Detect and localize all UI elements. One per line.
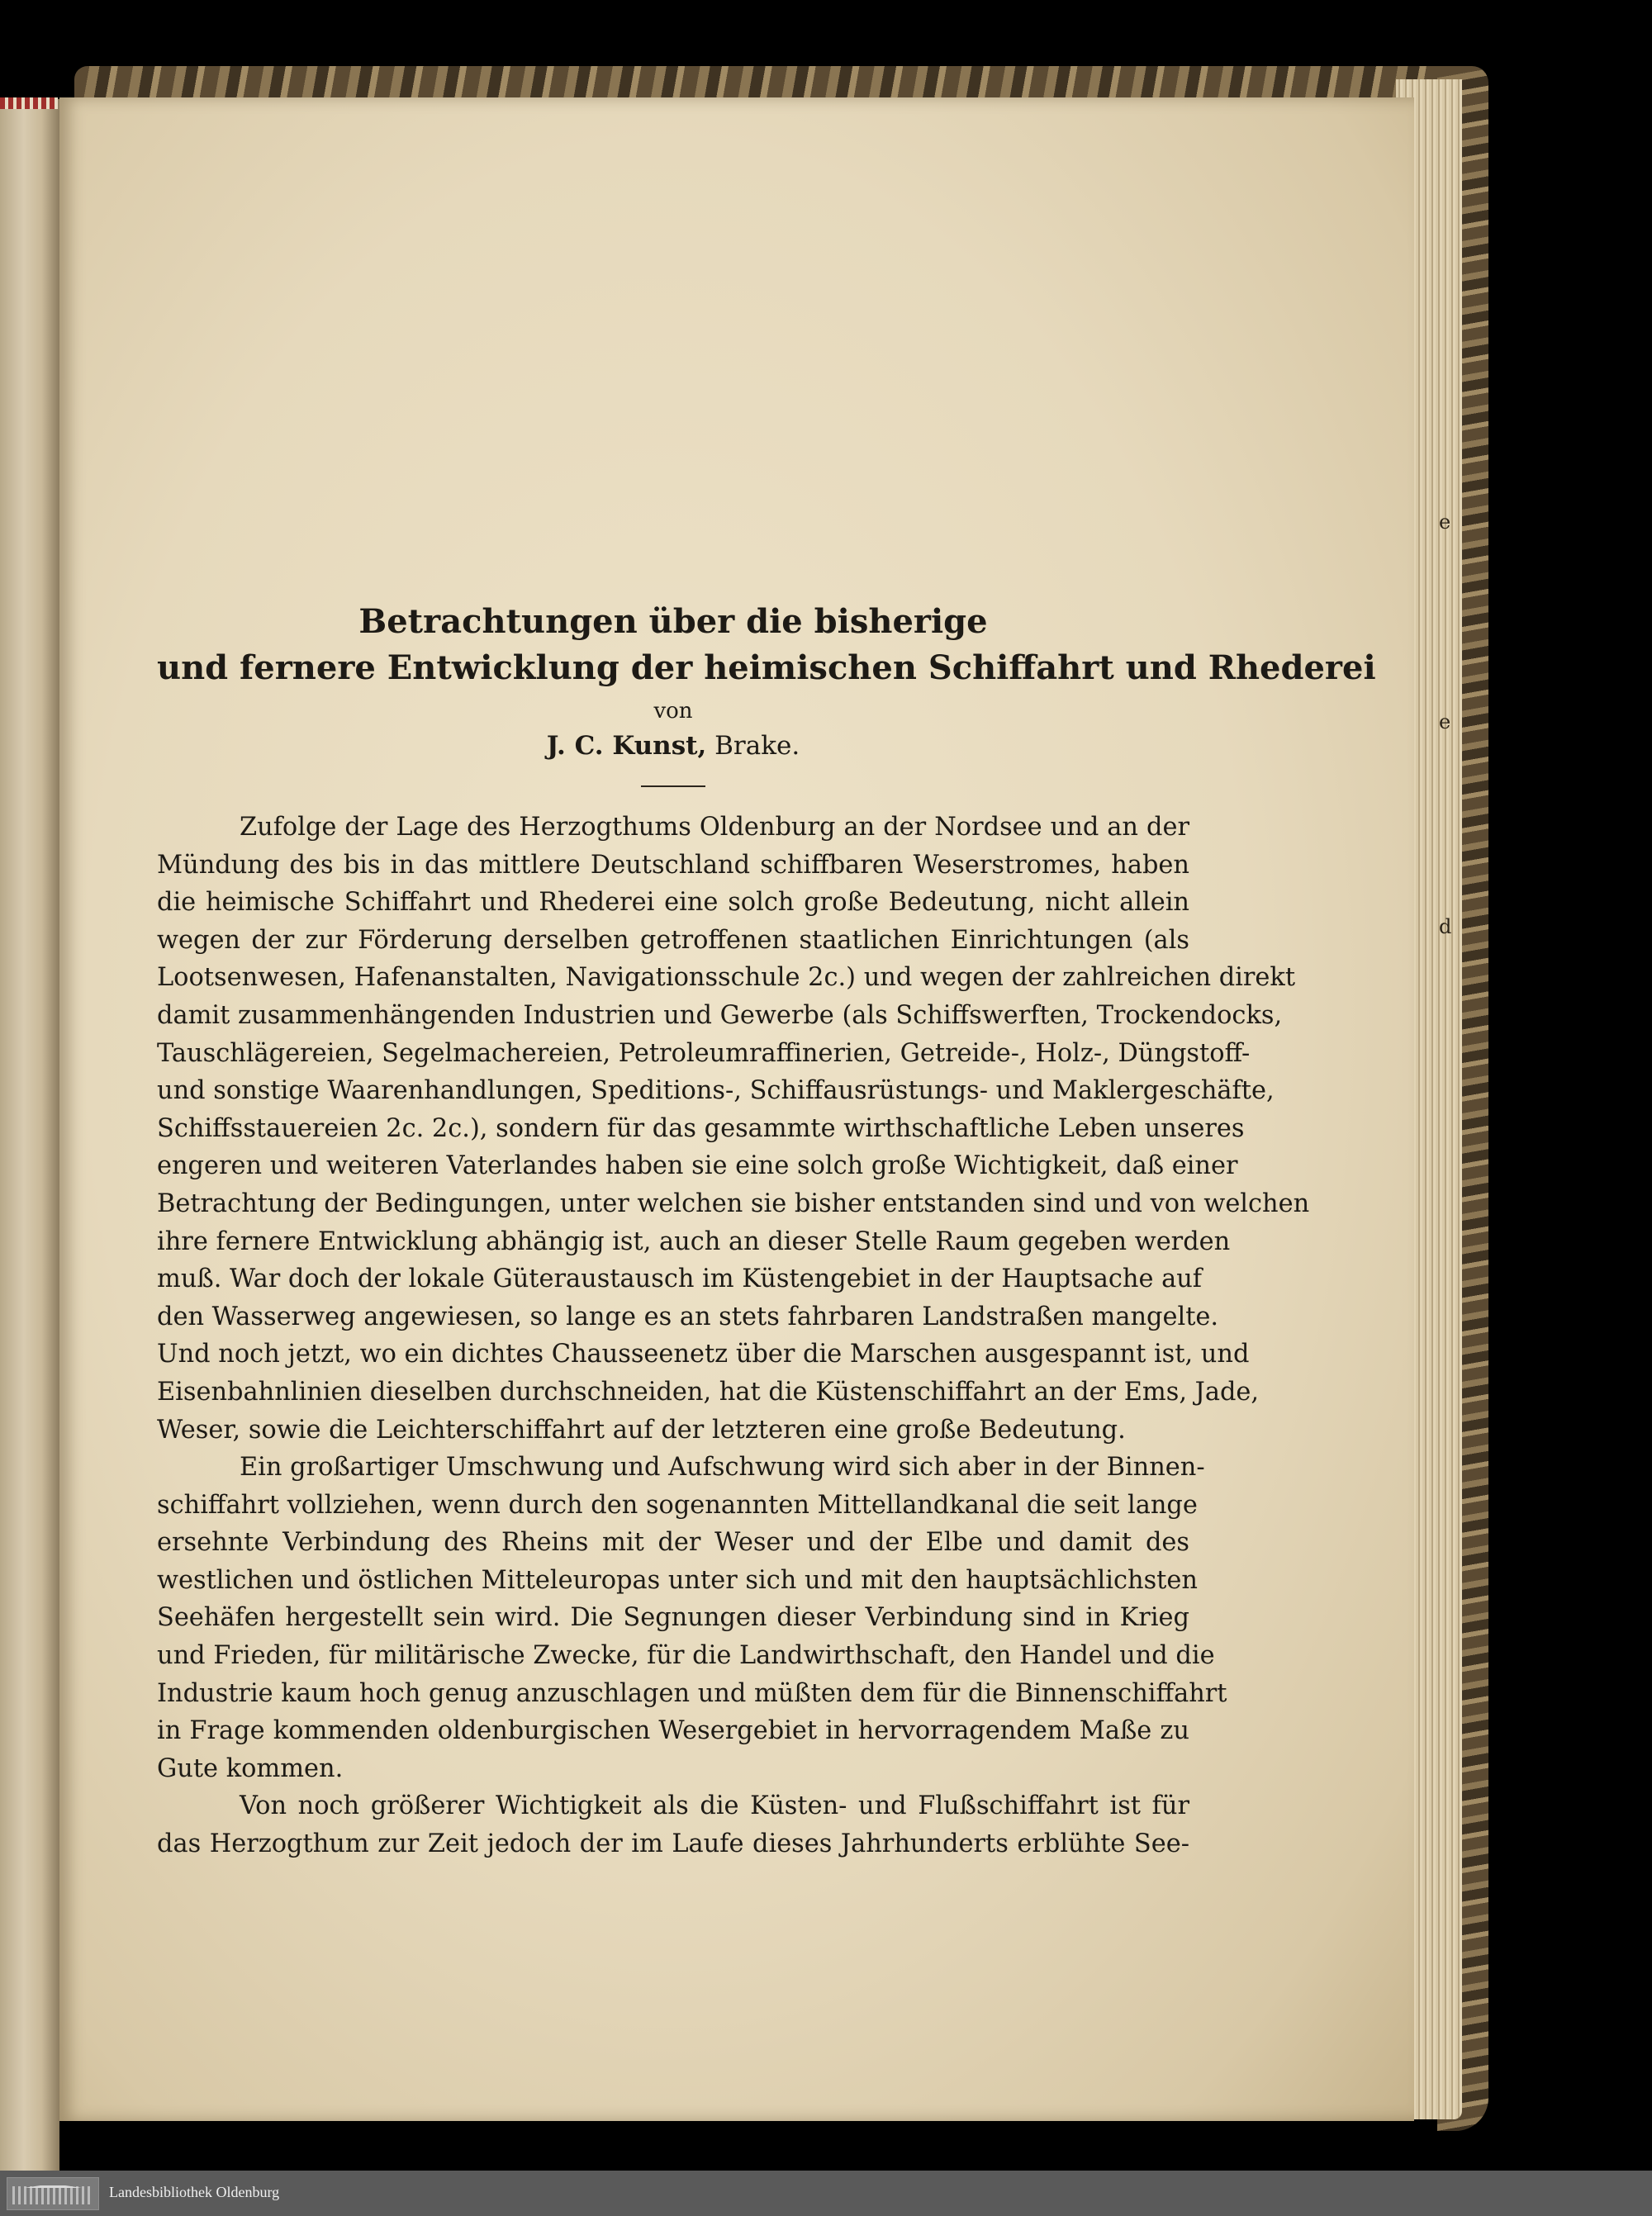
text-line: Weser, sowie die Leichterschiffahrt auf der letzteren eine große Bedeutung. [157, 1415, 1126, 1445]
byline-author [157, 728, 1189, 764]
text-line: ihre fernere Entwicklung abhängig ist, auch an dieser Stelle Raum gegeben werden [157, 1227, 1231, 1256]
text-line: Tauschlägereien, Segelmachereien, Petroleumraffinerien, Getreide-, Holz-, Düngstoff- [157, 1038, 1251, 1068]
text-line: und Frieden, für militärische Zwecke, für die Landwirthschaft, den Handel und die [157, 1641, 1215, 1671]
spine-headband [0, 97, 58, 109]
text-line: Lootsenwesen, Hafenanstalten, Navigationsschule 2c.) und wegen der zahlreichen direkt [157, 963, 1296, 993]
text-line: Gute kommen. [157, 1753, 344, 1783]
text-line: in Frage kommenden oldenburgischen Wesergebiet in hervorragendem Maße zu [157, 1716, 1189, 1746]
text-line: ersehnte Verbindung des Rheins mit der Weser und der Elbe und damit des [157, 1528, 1189, 1558]
margin-letter: e [1439, 510, 1451, 534]
text-line: damit zusammenhängenden Industrien und Gewerbe (als Schiffswerften, Trockendocks, [157, 1000, 1283, 1030]
text-line: Von noch größerer Wichtigkeit als die Küsten- und Flußschiffahrt ist für [240, 1791, 1189, 1821]
text-line: den Wasserweg angewiesen, so lange es an stets fahrbaren Landstraßen mangelte. [157, 1302, 1219, 1331]
article-title-line-2: und fernere Entwicklung der heimischen Schiffahrt und Rhederei [157, 648, 1376, 687]
margin-letter: d [1439, 915, 1452, 938]
left-facing-page [0, 99, 59, 2171]
page-content [157, 599, 1376, 1863]
byline-von: von [653, 699, 693, 724]
text-line: engeren und weiteren Vaterlandes haben sie eine solch große Wichtigkeit, daß einer [157, 1151, 1238, 1181]
text-line: das Herzogthum zur Zeit jedoch der im Laufe dieses Jahrhunderts erblühte See- [157, 1829, 1189, 1859]
text-line: Zufolge der Lage des Herzogthums Oldenburg an der Nordsee und an der [240, 813, 1189, 842]
text-line: wegen der zur Förderung derselben getroffenen staatlichen Einrichtungen (als [157, 925, 1189, 955]
text-line: Schiffsstauereien 2c. 2c.), sondern für das gesammte wirthschaftliche Leben unseres [157, 1113, 1245, 1143]
library-name: Landesbibliothek Oldenburg [109, 2184, 280, 2200]
text-line: die heimische Schiffahrt und Rhederei eine solch große Bedeutung, nicht allein [157, 888, 1189, 918]
text-line: Und noch jetzt, wo ein dichtes Chausseenetz über die Marschen ausgespannt ist, und [157, 1340, 1250, 1369]
title-divider [641, 785, 705, 787]
paragraph-1 [157, 809, 1310, 1449]
article-title-line-1: Betrachtungen über die bisherige [358, 602, 988, 641]
text-line: westlichen und östlichen Mitteleuropas unter sich und mit den hauptsächlichsten [157, 1565, 1198, 1595]
library-building-icon [7, 2177, 99, 2210]
margin-letter: e [1439, 710, 1451, 733]
paragraph-2 [157, 1449, 1227, 1787]
text-line: Betrachtung der Bedingungen, unter welchen sie bisher entstanden sind und von welchen [157, 1189, 1310, 1218]
text-line: Mündung des bis in das mittlere Deutschland schiffbaren Weserstromes, haben [157, 850, 1189, 880]
text-line: und sonstige Waarenhandlungen, Speditions-, Schiffausrüstungs- und Maklergeschäfte, [157, 1076, 1275, 1106]
library-footer-bar [0, 2171, 1652, 2216]
text-line: Eisenbahnlinien dieselben durchschneiden, hat die Küstenschiffahrt an der Ems, Jade, [157, 1377, 1260, 1407]
author-name: J. C. Kunst, [546, 731, 707, 761]
paragraph-3 [157, 1787, 1189, 1862]
text-line: schiffahrt vollziehen, wenn durch den sogenannten Mittellandkanal die seit lange [157, 1490, 1198, 1520]
text-line: Ein großartiger Umschwung und Aufschwung wird sich aber in der Binnen- [240, 1453, 1205, 1483]
text-line: Industrie kaum hoch genug anzuschlagen und müßten dem für die Binnenschiffahrt [157, 1678, 1227, 1708]
author-place: Brake. [714, 731, 800, 761]
text-line: Seehäfen hergestellt sein wird. Die Segnungen dieser Verbindung sind in Krieg [157, 1603, 1189, 1633]
text-line: muß. War doch der lokale Güteraustausch im Küstengebiet in der Hauptsache auf [157, 1265, 1203, 1294]
